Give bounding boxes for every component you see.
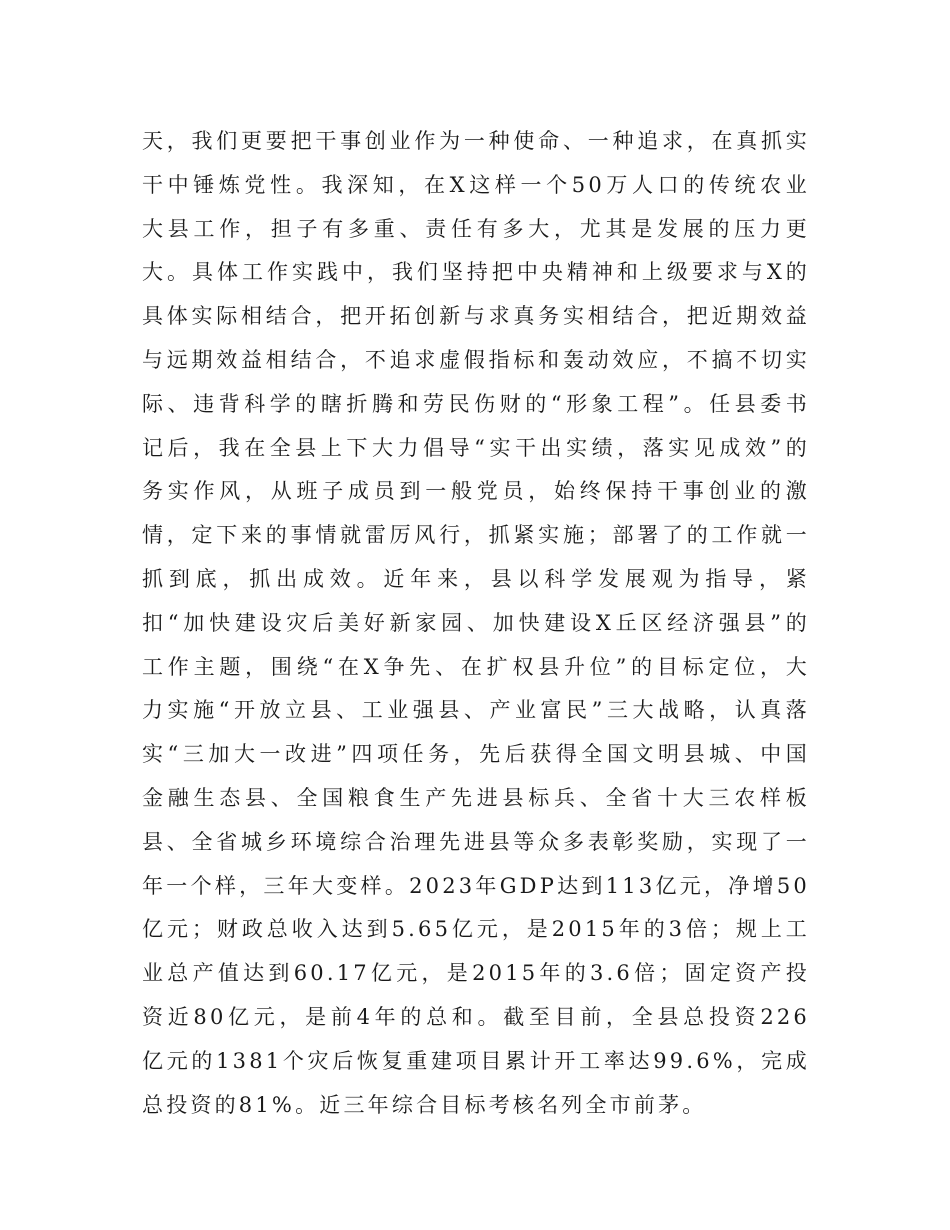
text-line: 工作主题，围绕“在X争先、在扩权县升位”的目标定位，大 bbox=[142, 654, 810, 679]
text-line: 金融生态县、全国粮食生产先进县标兵、全省十大三农样板 bbox=[142, 785, 810, 810]
text-line: 县、全省城乡环境综合治理先进县等众多表彰奖励，实现了一 bbox=[142, 829, 810, 854]
text-line: 业总产值达到60.17亿元，是2015年的3.6倍；固定资产投 bbox=[142, 961, 810, 986]
text-line: 实“三加大一改进”四项任务，先后获得全国文明县城、中国 bbox=[142, 742, 810, 767]
text-line: 干中锤炼党性。我深知，在X这样一个50万人口的传统农业 bbox=[142, 172, 810, 197]
text-line: 资近80亿元，是前4年的总和。截至目前，全县总投资226 bbox=[142, 1004, 810, 1029]
text-line: 亿元；财政总收入达到5.65亿元，是2015年的3倍；规上工 bbox=[142, 917, 810, 942]
text-line: 具体实际相结合，把开拓创新与求真务实相结合，把近期效益 bbox=[142, 304, 810, 329]
text-line: 际、违背科学的瞎折腾和劳民伤财的“形象工程”。任县委书 bbox=[142, 391, 810, 416]
text-line: 抓到底，抓出成效。近年来，县以科学发展观为指导，紧 bbox=[142, 566, 810, 591]
text-line: 年一个样，三年大变样。2023年GDP达到113亿元，净增50 bbox=[142, 873, 810, 898]
text-line: 天，我们更要把干事创业作为一种使命、一种追求，在真抓实 bbox=[142, 129, 810, 153]
text-line: 总投资的81%。近三年综合目标考核名列全市前茅。 bbox=[142, 1092, 707, 1117]
text-line: 力实施“开放立县、工业强县、产业富民”三大战略，认真落 bbox=[142, 698, 810, 723]
text-line: 亿元的1381个灾后恢复重建项目累计开工率达99.6%，完成 bbox=[142, 1048, 810, 1073]
text-line: 大。具体工作实践中，我们坚持把中央精神和上级要求与X的 bbox=[142, 260, 810, 285]
text-line: 扣“加快建设灾后美好新家园、加快建设X丘区经济强县”的 bbox=[142, 610, 810, 635]
text-line: 与远期效益相结合，不追求虚假指标和轰动效应，不搞不切实 bbox=[142, 347, 810, 372]
text-line: 记后，我在全县上下大力倡导“实干出实绩，落实见成效”的 bbox=[142, 435, 810, 460]
text-line: 情，定下来的事情就雷厉风行，抓紧实施；部署了的工作就一 bbox=[142, 523, 810, 548]
body-paragraph bbox=[142, 120, 810, 1127]
text-line: 务实作风，从班子成员到一般党员，始终保持干事创业的激 bbox=[142, 479, 810, 504]
text-line: 大县工作，担子有多重、责任有多大，尤其是发展的压力更 bbox=[142, 216, 810, 241]
